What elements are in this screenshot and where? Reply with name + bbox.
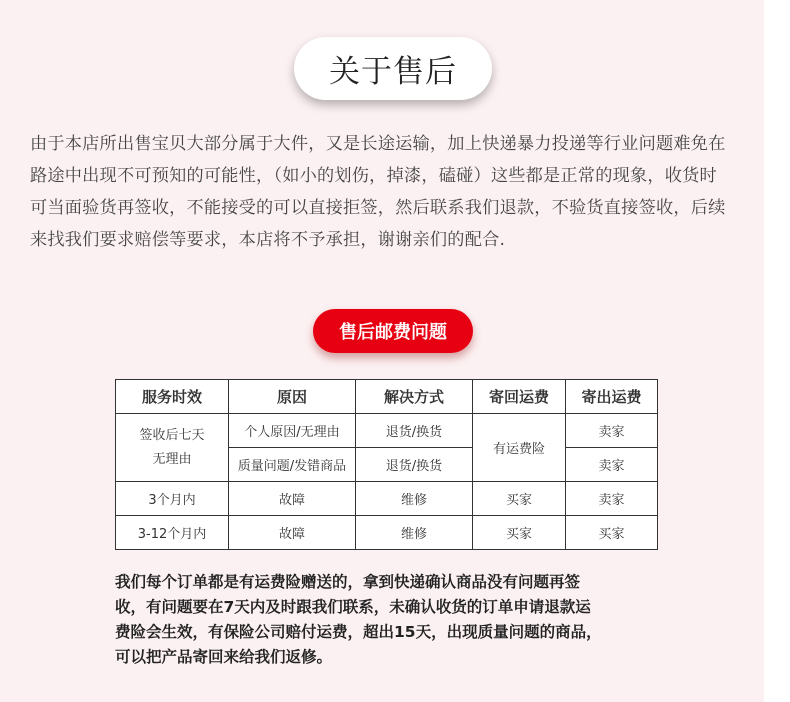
header-service-period: 服务时效 [116,380,229,414]
note-line: 我们每个订单都是有运费险赠送的，拿到快递确认商品没有问题再签 [115,573,581,591]
cell-reason: 故障 [229,516,356,550]
note-line: 可以把产品寄回来给我们返修。 [115,648,333,666]
cell-send-fee: 卖家 [566,414,658,448]
cell-period-line: 签收后七天 [139,427,205,443]
cell-send-fee: 卖家 [566,448,658,482]
cell-solution: 退货/换货 [356,448,473,482]
shipping-insurance-note [115,570,675,670]
cell-reason: 质量问题/发错商品 [229,448,356,482]
intro-line: 路途中出现不可预知的可能性，（如小的划伤，掉漆，磕碰）这些都是正常的现象，收货时 [30,166,717,186]
cell-send-fee: 卖家 [566,482,658,516]
cell-return-fee: 有运费险 [473,414,566,482]
cell-period-line: 无理由 [152,451,192,467]
table-row [116,482,658,516]
note-line: 费险会生效，有保险公司赔付运费，超出15天，出现质量问题的商品， [115,623,602,641]
note-line: 收，有问题要在7天内及时跟我们联系，未确认收货的订单申请退款运 [115,598,591,616]
table-row [116,516,658,550]
cell-return-fee: 买家 [473,482,566,516]
cell-solution: 维修 [356,516,473,550]
header-return-fee: 寄回运费 [473,380,566,414]
cell-solution: 退货/换货 [356,414,473,448]
page-title: 关于售后 [294,37,492,100]
intro-line: 可当面验货再签收，不能接受的可以直接拒签，然后联系我们退款，不验货直接签收，后续 [30,198,726,218]
intro-line: 由于本店所出售宝贝大部分属于大件，又是长途运输，加上快递暴力投递等行业问题难免在 [30,134,726,154]
cell-period: 3-12个月内 [116,516,229,550]
cell-solution: 维修 [356,482,473,516]
table-row [116,414,658,448]
after-sales-table [115,379,658,550]
intro-line: 来找我们要求赔偿等要求，本店将不予承担，谢谢亲们的配合. [30,230,506,250]
cell-reason: 个人原因/无理由 [229,414,356,448]
cell-send-fee: 买家 [566,516,658,550]
header-reason: 原因 [229,380,356,414]
header-send-fee: 寄出运费 [566,380,658,414]
cell-return-fee: 买家 [473,516,566,550]
table-header-row [116,380,658,414]
section-title-badge: 售后邮费问题 [313,309,473,353]
intro-paragraph [30,128,760,256]
cell-reason: 故障 [229,482,356,516]
cell-period: 3个月内 [116,482,229,516]
header-solution: 解决方式 [356,380,473,414]
cell-period [116,414,229,482]
